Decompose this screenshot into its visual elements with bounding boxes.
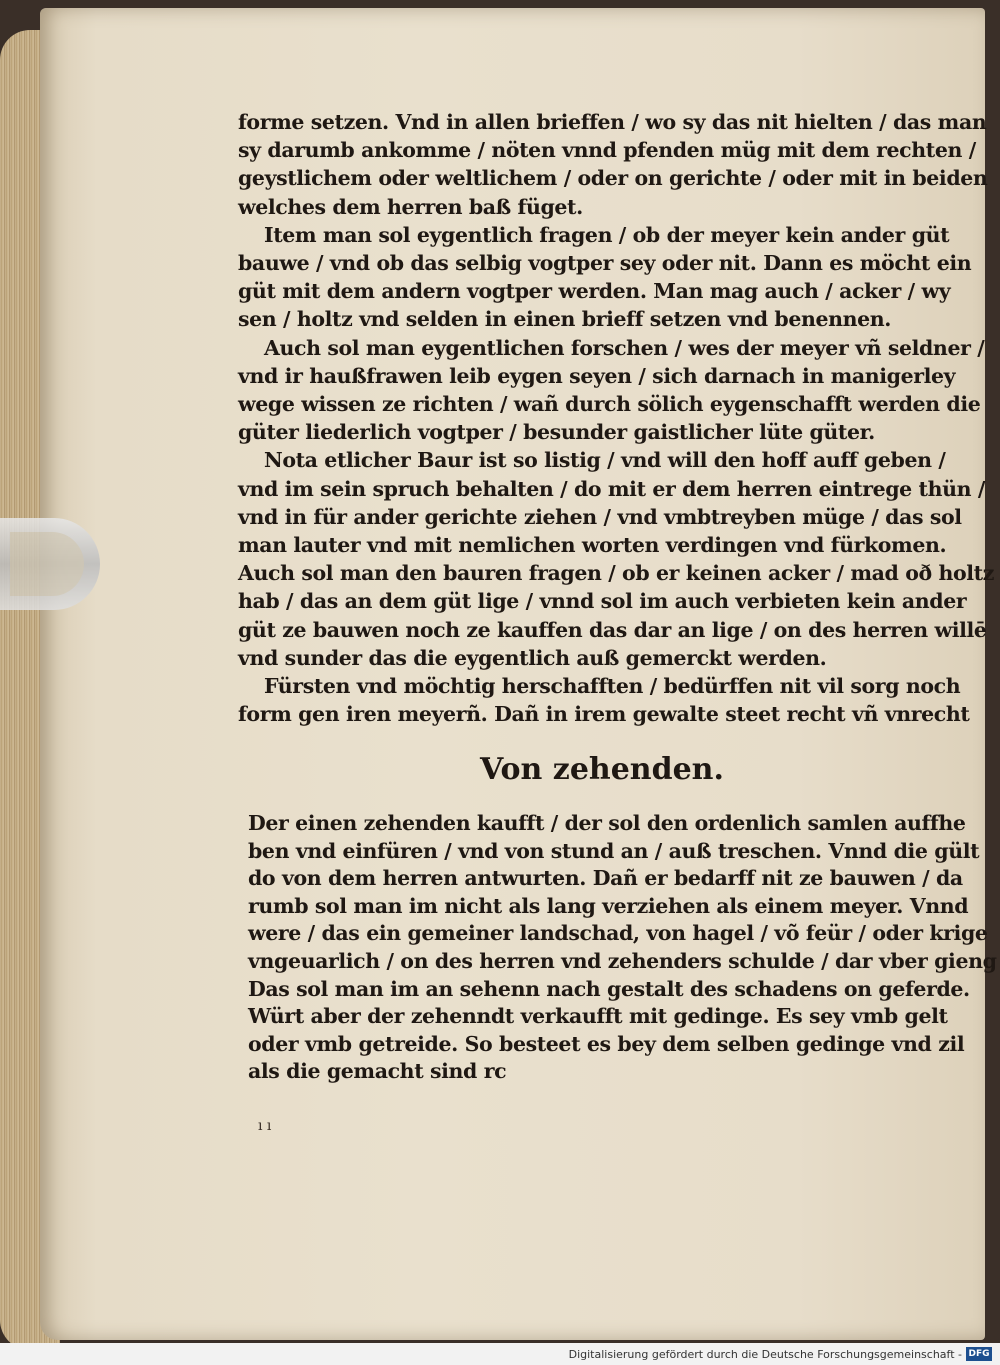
page-mark: ı ı <box>258 1118 272 1134</box>
text-line: güt mit dem andern vogtper werden. Man mag auch / acker / wy <box>238 279 951 304</box>
footer-credit: Digitalisierung gefördert durch die Deutsche Forschungsgemeinschaft - <box>568 1348 962 1361</box>
text-line: güter liederlich vogtper / besunder gaistlicher lüte güter. <box>238 420 875 445</box>
text-line: güt ze bauwen noch ze kauffen das dar an lige / on des herren willē <box>238 617 987 642</box>
text-line: Das sol man im an sehenn nach gestalt des schadens on geferde. <box>248 976 970 1001</box>
text-line: vnd im sein spruch behalten / do mit er dem herren eintrege thün / <box>238 476 985 501</box>
text-line: vngeuarlich / on des herren vnd zehenders schulde / dar vber gieng <box>248 948 997 973</box>
text-line: welches dem herren baß füget. <box>238 194 583 219</box>
text-line: geystlichem oder weltlichem / oder on gerichte / oder mit in beiden <box>238 166 988 191</box>
text-line: als die gemacht sind rc <box>248 1059 507 1084</box>
text-line: Auch sol man eygentlichen forschen / wes der meyer vñ seldner / <box>264 335 985 360</box>
text-line: sen / holtz vnd selden in einen brieff setzen vnd benennen. <box>238 307 892 332</box>
text-line: ben vnd einfüren / vnd von stund an / auß treschen. Vnnd die gült <box>248 838 980 863</box>
text-line: vnd in für ander gerichte ziehen / vnd vmbtreyben müge / das sol <box>238 504 962 529</box>
text-line: oder vmb getreide. So besteet es bey dem selben gedinge vnd zil <box>248 1031 965 1056</box>
dfg-logo: DFG <box>966 1347 992 1361</box>
text-line: sy darumb ankomme / nöten vnnd pfenden müg mit dem rechten / <box>238 138 976 163</box>
text-line: hab / das an dem güt lige / vnnd sol im auch verbieten kein ander <box>238 589 967 614</box>
text-line: Der einen zehenden kaufft / der sol den ordenlich samlen auffhe <box>248 811 966 835</box>
text-line: forme setzen. Vnd in allen brieffen / wo sy das nit hielten / das man <box>238 110 987 134</box>
text-line: Auch sol man den bauren fragen / ob er keinen acker / mad oð holtz <box>238 561 994 586</box>
text-line: do von dem herren antwurten. Dañ er bedarff nit ze bauwen / da <box>248 866 963 891</box>
text-line: bauwe / vnd ob das selbig vogtper sey oder nit. Dann es möcht ein <box>238 251 972 276</box>
text-line: rumb sol man im nicht als lang verziehen als einem meyer. Vnnd <box>248 893 969 918</box>
text-line: vnd ir haußfrawen leib eygen seyen / sich darnach in manigerley <box>238 363 956 388</box>
text-line: Fürsten vnd möchtig herschafften / bedürffen nit vil sorg noch <box>264 674 961 699</box>
section-text <box>248 810 997 1086</box>
text-line: form gen iren meyerñ. Dañ in irem gewalte steet recht vñ vnrecht <box>238 702 970 727</box>
footer-bar <box>0 1343 1000 1365</box>
text-line: vnd sunder das die eygentlich auß gemerckt werden. <box>238 645 827 670</box>
text-line: Item man sol eygentlich fragen / ob der meyer kein ander güt <box>264 222 950 247</box>
text-line: man lauter vnd mit nemlichen worten verdingen vnd fürkomen. <box>238 533 947 558</box>
text-line: were / das ein gemeiner landschad, von hagel / võ feür / oder krige <box>248 921 988 946</box>
page-clip <box>0 518 100 610</box>
text-line: Nota etlicher Baur ist so listig / vnd will den hoff auff geben / <box>264 448 946 473</box>
body-text <box>238 108 994 728</box>
text-line: Würt aber der zehenndt verkaufft mit gedinge. Es sey vmb gelt <box>248 1004 948 1029</box>
section-heading: Von zehenden. <box>480 752 724 787</box>
text-line: wege wissen ze richten / wañ durch sölich eygenschafft werden die <box>238 392 981 417</box>
